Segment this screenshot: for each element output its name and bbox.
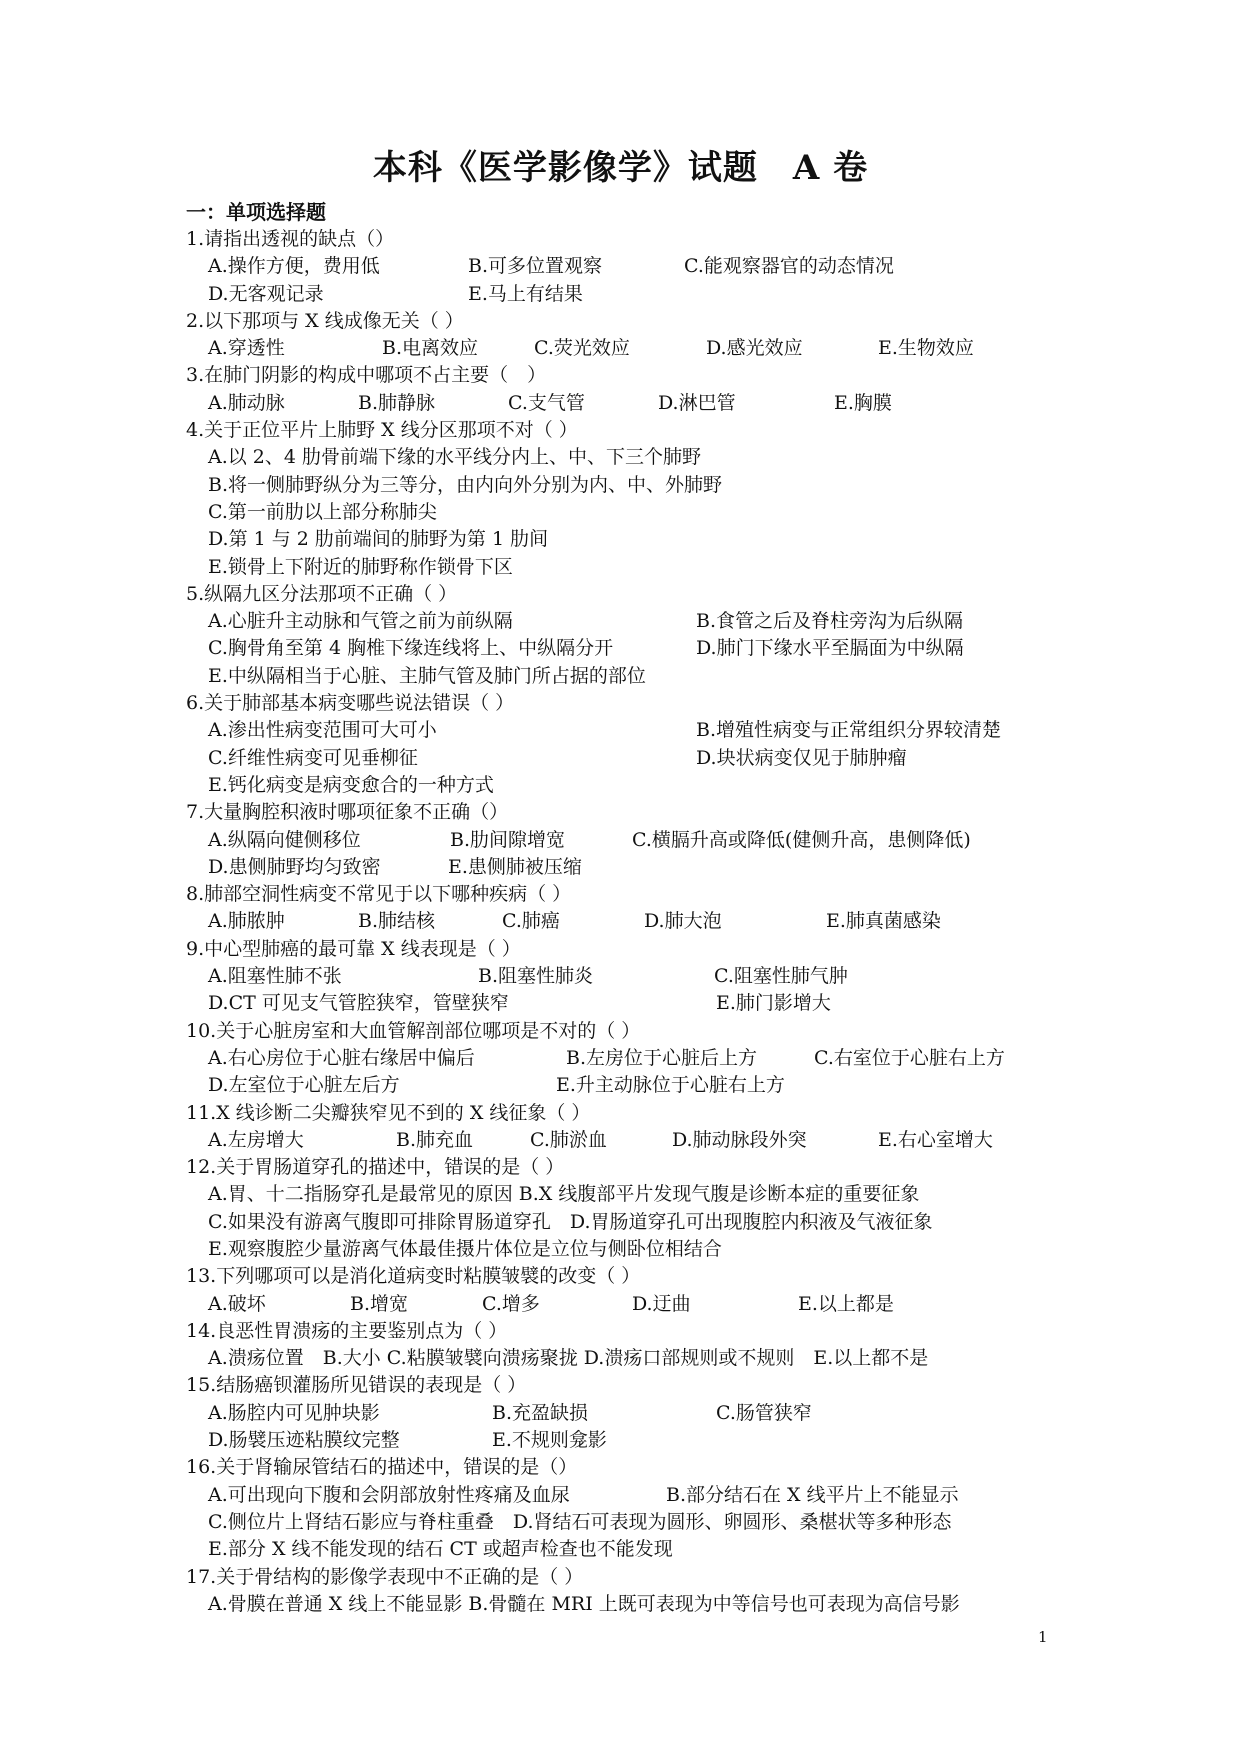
option-row xyxy=(186,1072,1086,1099)
answer-option: A.以 2、4 肋骨前端下缘的水平线分内上、中、下三个肺野 xyxy=(208,446,702,469)
answer-option: B.将一侧肺野纵分为三等分，由内向外分别为内、中、外肺野 xyxy=(208,473,723,496)
answer-option: A.左房增大 xyxy=(208,1128,304,1151)
answer-option: D.第 1 与 2 肋前端间的肺野为第 1 肋间 xyxy=(208,528,549,551)
answer-option: A.右心房位于心脏右缘居中偏后 xyxy=(208,1046,475,1069)
answer-option: C.侧位片上肾结石影应与脊柱重叠 D.肾结石可表现为圆形、卵圆形、桑椹状等多种形态 xyxy=(208,1510,952,1533)
answer-option: A.骨膜在普通 X 线上不能显影 B.骨髓在 MRI 上既可表现为中等信号也可表现为高信号影 xyxy=(208,1592,960,1615)
option-row xyxy=(186,499,1086,526)
answer-option: D.左室位于心脏左后方 xyxy=(208,1074,400,1097)
option-row xyxy=(186,963,1086,990)
option-row xyxy=(186,1127,1086,1154)
option-row xyxy=(186,1400,1086,1427)
answer-option: B.阻塞性肺炎 xyxy=(478,965,594,988)
answer-option: E.部分 X 线不能发现的结石 CT 或超声检查也不能发现 xyxy=(208,1538,673,1561)
answer-option: D.肺动脉段外突 xyxy=(672,1128,807,1151)
question-stem: 12.关于胃肠道穿孔的描述中，错误的是（ ） xyxy=(186,1156,565,1179)
answer-option: A.破坏 xyxy=(208,1292,266,1315)
question-stem: 10.关于心脏房室和大血管解剖部位哪项是不对的（ ） xyxy=(186,1019,641,1042)
option-row xyxy=(186,472,1086,499)
answer-option: C.肺淤血 xyxy=(530,1128,607,1151)
option-row xyxy=(186,608,1086,635)
option-row xyxy=(186,1591,1086,1618)
option-row xyxy=(186,390,1086,417)
answer-option: A.溃疡位置 B.大小 C.粘膜皱襞向溃疡聚拢 D.溃疡口部规则或不规则 E.以上都不是 xyxy=(208,1347,929,1370)
section-heading: 一：单项选择题 xyxy=(186,200,326,224)
answer-option: C.如果没有游离气腹即可排除胃肠道穿孔 D.胃肠道穿孔可出现腹腔内积液及气液征象 xyxy=(208,1210,933,1233)
option-row xyxy=(186,990,1086,1017)
answer-option: C.荧光效应 xyxy=(534,337,630,360)
answer-option: E.以上都是 xyxy=(798,1292,894,1315)
question-stem: 13.下列哪项可以是消化道病变时粘膜皱襞的改变（ ） xyxy=(186,1265,641,1288)
option-row xyxy=(186,281,1086,308)
option-row xyxy=(186,1181,1086,1208)
answer-option: C.纤维性病变可见垂柳征 xyxy=(208,746,418,769)
answer-option: A.肺脓肿 xyxy=(208,910,285,933)
option-row xyxy=(186,444,1086,471)
answer-option: C.增多 xyxy=(482,1292,540,1315)
answer-option: A.阻塞性肺不张 xyxy=(208,965,342,988)
answer-option: B.充盈缺损 xyxy=(492,1401,589,1424)
question-stem: 6.关于肺部基本病变哪些说法错误（ ） xyxy=(186,692,515,715)
answer-option: A.渗出性病变范围可大可小 xyxy=(208,719,437,742)
option-row xyxy=(186,335,1086,362)
answer-option: E.锁骨上下附近的肺野称作锁骨下区 xyxy=(208,555,513,578)
option-row xyxy=(186,1536,1086,1563)
question-stem: 3.在肺门阴影的构成中哪项不占主要（ ） xyxy=(186,364,547,387)
option-row xyxy=(186,253,1086,280)
question-stem: 5.纵隔九区分法那项不正确（ ） xyxy=(186,582,458,605)
option-row xyxy=(186,1345,1086,1372)
question-stem: 4.关于正位平片上肺野 X 线分区那项不对（ ） xyxy=(186,419,578,442)
answer-option: D.CT 可见支气管腔狭窄，管壁狭窄 xyxy=(208,992,509,1015)
answer-option: E.观察腹腔少量游离气体最佳摄片体位是立位与侧卧位相结合 xyxy=(208,1237,722,1260)
answer-option: D.患侧肺野均匀致密 xyxy=(208,855,381,878)
question-stem: 14.良恶性胃溃疡的主要鉴别点为（ ） xyxy=(186,1319,508,1342)
answer-option: B.电离效应 xyxy=(382,337,479,360)
answer-option: A.可出现向下腹和会阴部放射性疼痛及血尿 xyxy=(208,1483,570,1506)
question-stem: 2.以下那项与 X 线成像无关（ ） xyxy=(186,309,464,332)
answer-option: E.患侧肺被压缩 xyxy=(448,855,582,878)
answer-option: E.中纵隔相当于心脏、主肺气管及肺门所占据的部位 xyxy=(208,664,646,687)
answer-option: E.不规则龛影 xyxy=(492,1429,607,1452)
option-row xyxy=(186,908,1086,935)
question-stem: 1.请指出透视的缺点（） xyxy=(186,228,395,250)
answer-option: D.肠襞压迹粘膜纹完整 xyxy=(208,1429,400,1452)
answer-option: E.钙化病变是病变愈合的一种方式 xyxy=(208,773,494,796)
answer-option: C.右室位于心脏右上方 xyxy=(814,1046,1005,1069)
option-row xyxy=(186,1509,1086,1536)
option-row xyxy=(186,745,1086,772)
answer-option: C.胸骨角至第 4 胸椎下缘连线将上、中纵隔分开 xyxy=(208,637,614,660)
answer-option: C.阻塞性肺气肿 xyxy=(714,965,848,988)
question-stem: 17.关于骨结构的影像学表现中不正确的是（ ） xyxy=(186,1565,584,1588)
answer-option: D.肺大泡 xyxy=(644,910,722,933)
option-row xyxy=(186,1427,1086,1454)
answer-option: C.横膈升高或降低(健侧升高，患侧降低) xyxy=(632,828,971,851)
answer-option: A.肠腔内可见肿块影 xyxy=(208,1401,380,1424)
option-row xyxy=(186,772,1086,799)
option-row xyxy=(186,554,1086,581)
option-row xyxy=(186,1236,1086,1263)
answer-option: B.肺结核 xyxy=(358,910,436,933)
page-title: 本科《医学影像学》试题 A 卷 xyxy=(372,148,869,188)
option-row xyxy=(186,1482,1086,1509)
answer-option: E.马上有结果 xyxy=(468,282,583,305)
answer-option: B.食管之后及脊柱旁沟为后纵隔 xyxy=(696,610,964,633)
answer-option: A.胃、十二指肠穿孔是最常见的原因 B.X 线腹部平片发现气腹是诊断本症的重要征象 xyxy=(208,1183,920,1206)
answer-option: C.第一前肋以上部分称肺尖 xyxy=(208,500,437,523)
answer-option: B.肺静脉 xyxy=(358,391,436,414)
option-row xyxy=(186,854,1086,881)
answer-option: E.右心室增大 xyxy=(878,1128,993,1151)
option-row xyxy=(186,635,1086,662)
answer-option: A.纵隔向健侧移位 xyxy=(208,828,361,851)
answer-option: D.肺门下缘水平至膈面为中纵隔 xyxy=(696,637,964,660)
question-stem: 7.大量胸腔积液时哪项征象不正确（） xyxy=(186,801,509,824)
answer-option: E.升主动脉位于心脏右上方 xyxy=(556,1074,785,1097)
question-stem: 11.X 线诊断二尖瓣狭窄见不到的 X 线征象（ ） xyxy=(186,1101,591,1124)
page-number: 1 xyxy=(1038,1628,1048,1646)
answer-option: E.胸膜 xyxy=(834,391,892,414)
question-list xyxy=(186,226,1086,1618)
answer-option: C.肠管狭窄 xyxy=(716,1401,812,1424)
answer-option: A.肺动脉 xyxy=(208,391,285,414)
option-row xyxy=(186,1045,1086,1072)
answer-option: A.穿透性 xyxy=(208,337,285,360)
answer-option: B.左房位于心脏后上方 xyxy=(566,1046,758,1069)
option-row xyxy=(186,1291,1086,1318)
option-row xyxy=(186,827,1086,854)
question-stem: 8.肺部空洞性病变不常见于以下哪种疾病（ ） xyxy=(186,883,572,906)
answer-option: E.肺门影增大 xyxy=(716,992,831,1015)
answer-option: E.肺真菌感染 xyxy=(826,910,941,933)
answer-option: B.可多位置观察 xyxy=(468,255,603,278)
option-row xyxy=(186,717,1086,744)
answer-option: D.淋巴管 xyxy=(658,391,736,414)
question-stem: 9.中心型肺癌的最可靠 X 线表现是（ ） xyxy=(186,937,521,960)
answer-option: C.能观察器官的动态情况 xyxy=(684,255,894,278)
answer-option: C.支气管 xyxy=(508,391,585,414)
answer-option: B.增宽 xyxy=(350,1292,409,1315)
answer-option: D.无客观记录 xyxy=(208,282,324,305)
answer-option: B.肋间隙增宽 xyxy=(450,828,566,851)
question-stem: 16.关于肾输尿管结石的描述中，错误的是（） xyxy=(186,1456,578,1479)
answer-option: A.心脏升主动脉和气管之前为前纵隔 xyxy=(208,610,513,633)
option-row xyxy=(186,663,1086,690)
answer-option: D.迂曲 xyxy=(632,1292,691,1315)
answer-option: B.增殖性病变与正常组织分界较清楚 xyxy=(696,719,1002,742)
answer-option: B.肺充血 xyxy=(396,1128,474,1151)
question-stem: 15.结肠癌钡灌肠所见错误的表现是（ ） xyxy=(186,1374,527,1397)
option-row xyxy=(186,526,1086,553)
answer-option: D.块状病变仅见于肺肿瘤 xyxy=(696,746,907,769)
answer-option: C.肺癌 xyxy=(502,910,560,933)
answer-option: A.操作方便，费用低 xyxy=(208,255,380,278)
answer-option: E.生物效应 xyxy=(878,337,974,360)
option-row xyxy=(186,1209,1086,1236)
answer-option: B.部分结石在 X 线平片上不能显示 xyxy=(666,1483,959,1506)
answer-option: D.感光效应 xyxy=(706,337,803,360)
